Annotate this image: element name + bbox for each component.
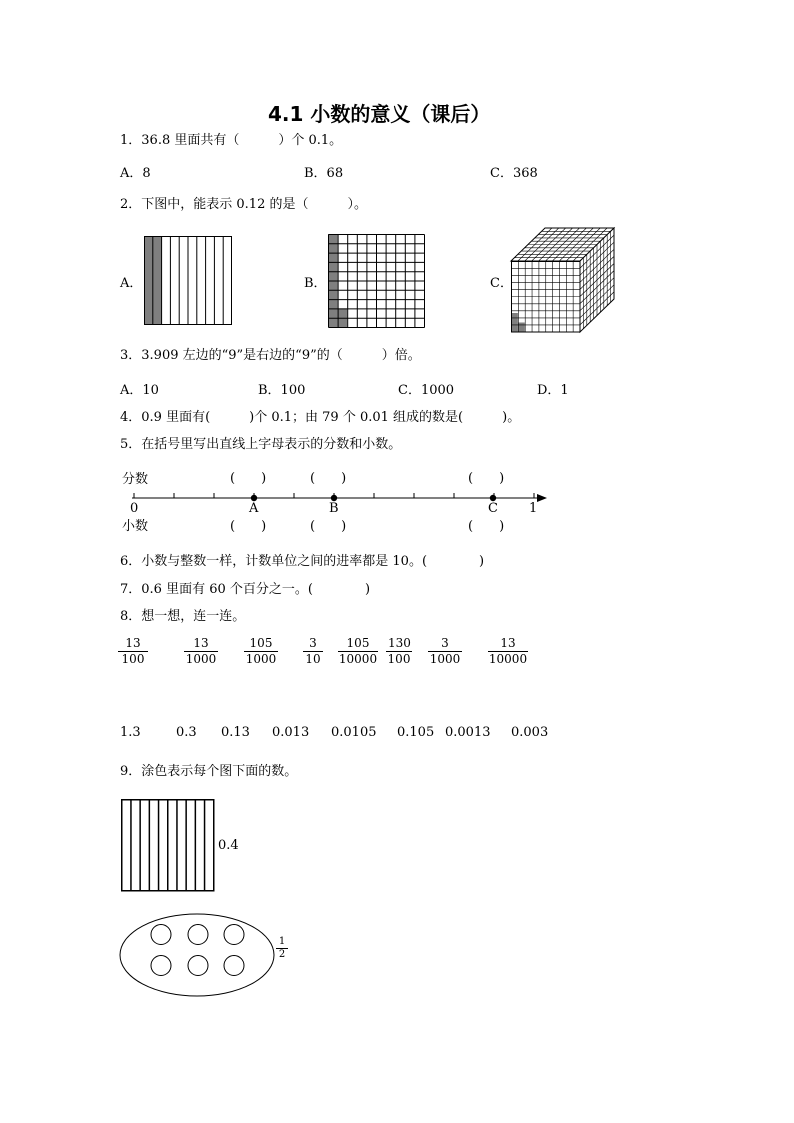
decimal-0-013[interactable]: 0.013 <box>272 725 310 740</box>
figure-c-thousandths-cube <box>511 228 615 334</box>
q1-option-b: B．68 <box>304 166 344 181</box>
figure-b-hundredths-grid <box>328 234 425 328</box>
question-8: 8．想一想，连一连。 <box>120 609 246 624</box>
q1-option-a: A．8 <box>120 166 151 181</box>
number-line-end: 1 <box>529 501 538 516</box>
oval-value-fraction: $\frac{1}{2}$ <box>276 936 288 961</box>
decimal-0-0013[interactable]: 0.0013 <box>445 725 491 740</box>
fraction-105-1000[interactable]: $\frac{105}{1000}$ <box>245 636 277 666</box>
shade-rectangle-tenths[interactable] <box>121 799 215 892</box>
question-3: 3．3.909 左边的“9”是右边的“9”的（ ）倍。 <box>120 348 421 363</box>
circle-5[interactable] <box>188 956 208 976</box>
fraction-blank-c: ( ) <box>468 471 505 486</box>
fraction-13-100[interactable]: $\frac{13}{100}$ <box>118 636 148 667</box>
point-c-label: C <box>488 501 498 516</box>
circle-4[interactable] <box>151 956 171 976</box>
fraction-blank-a: ( ) <box>230 471 267 486</box>
decimal-1-3[interactable]: 1.3 <box>120 725 141 740</box>
rect-value-label: 0.4 <box>218 838 239 853</box>
point-a-label: A <box>249 501 259 516</box>
question-5: 5．在括号里写出直线上字母表示的分数和小数。 <box>120 437 402 452</box>
fraction-13-1000[interactable]: $\frac{13}{1000}$ <box>185 636 217 666</box>
shade-oval-circles[interactable] <box>119 913 275 997</box>
number-line <box>128 488 550 510</box>
decimal-0-3[interactable]: 0.3 <box>176 725 197 740</box>
question-9: 9．涂色表示每个图下面的数。 <box>120 764 298 779</box>
number-line-fraction-label: 分数 <box>122 472 149 487</box>
q3-option-d: D．1 <box>537 383 569 398</box>
question-2: 2．下图中，能表示 0.12 的是（ ）。 <box>120 197 367 212</box>
fraction-3-10[interactable]: $\frac{3}{10}$ <box>303 636 323 667</box>
circle-1[interactable] <box>151 925 171 945</box>
q2-label-c: C． <box>490 276 513 291</box>
question-4: 4．0.9 里面有( )个 0.1；由 79 个 0.01 组成的数是( )。 <box>120 410 521 425</box>
circle-6[interactable] <box>224 956 244 976</box>
circle-2[interactable] <box>188 925 208 945</box>
fraction-blank-b: ( ) <box>310 471 347 486</box>
circle-3[interactable] <box>224 925 244 945</box>
q2-label-b: B． <box>304 276 327 291</box>
q3-option-c: C．1000 <box>398 383 455 398</box>
number-line-decimal-label: 小数 <box>122 519 149 534</box>
fraction-3-1000[interactable]: $\frac{3}{1000}$ <box>429 636 461 666</box>
q2-label-a: A． <box>120 276 143 291</box>
number-line-start: 0 <box>130 501 139 516</box>
question-7: 7．0.6 里面有 60 个百分之一。( ) <box>120 582 371 597</box>
point-b-label: B <box>329 501 339 516</box>
q3-option-b: B．100 <box>258 383 306 398</box>
question-1: 1．36.8 里面共有（ ）个 0.1。 <box>120 133 343 148</box>
decimal-0-105[interactable]: 0.105 <box>397 725 435 740</box>
decimal-blank-b: ( ) <box>310 519 347 534</box>
q3-option-a: A．10 <box>120 383 159 398</box>
fraction-130-100[interactable]: $\frac{130}{100}$ <box>387 636 411 666</box>
q1-option-c: C．368 <box>490 166 538 181</box>
page-title: 4.1 小数的意义（课后） <box>268 102 491 126</box>
question-6: 6．小数与整数一样，计数单位之间的进率都是 10。( ) <box>120 554 485 569</box>
decimal-blank-c: ( ) <box>468 519 505 534</box>
decimal-0-0105[interactable]: 0.0105 <box>331 725 377 740</box>
decimal-0-003[interactable]: 0.003 <box>511 725 549 740</box>
fraction-105-10000[interactable]: $\frac{105}{10000}$ <box>338 636 378 666</box>
fraction-13-10000[interactable]: $\frac{13}{10000}$ <box>488 636 528 666</box>
decimal-0-13[interactable]: 0.13 <box>221 725 250 740</box>
figure-a-tenths-grid <box>144 236 232 326</box>
decimal-blank-a: ( ) <box>230 519 267 534</box>
